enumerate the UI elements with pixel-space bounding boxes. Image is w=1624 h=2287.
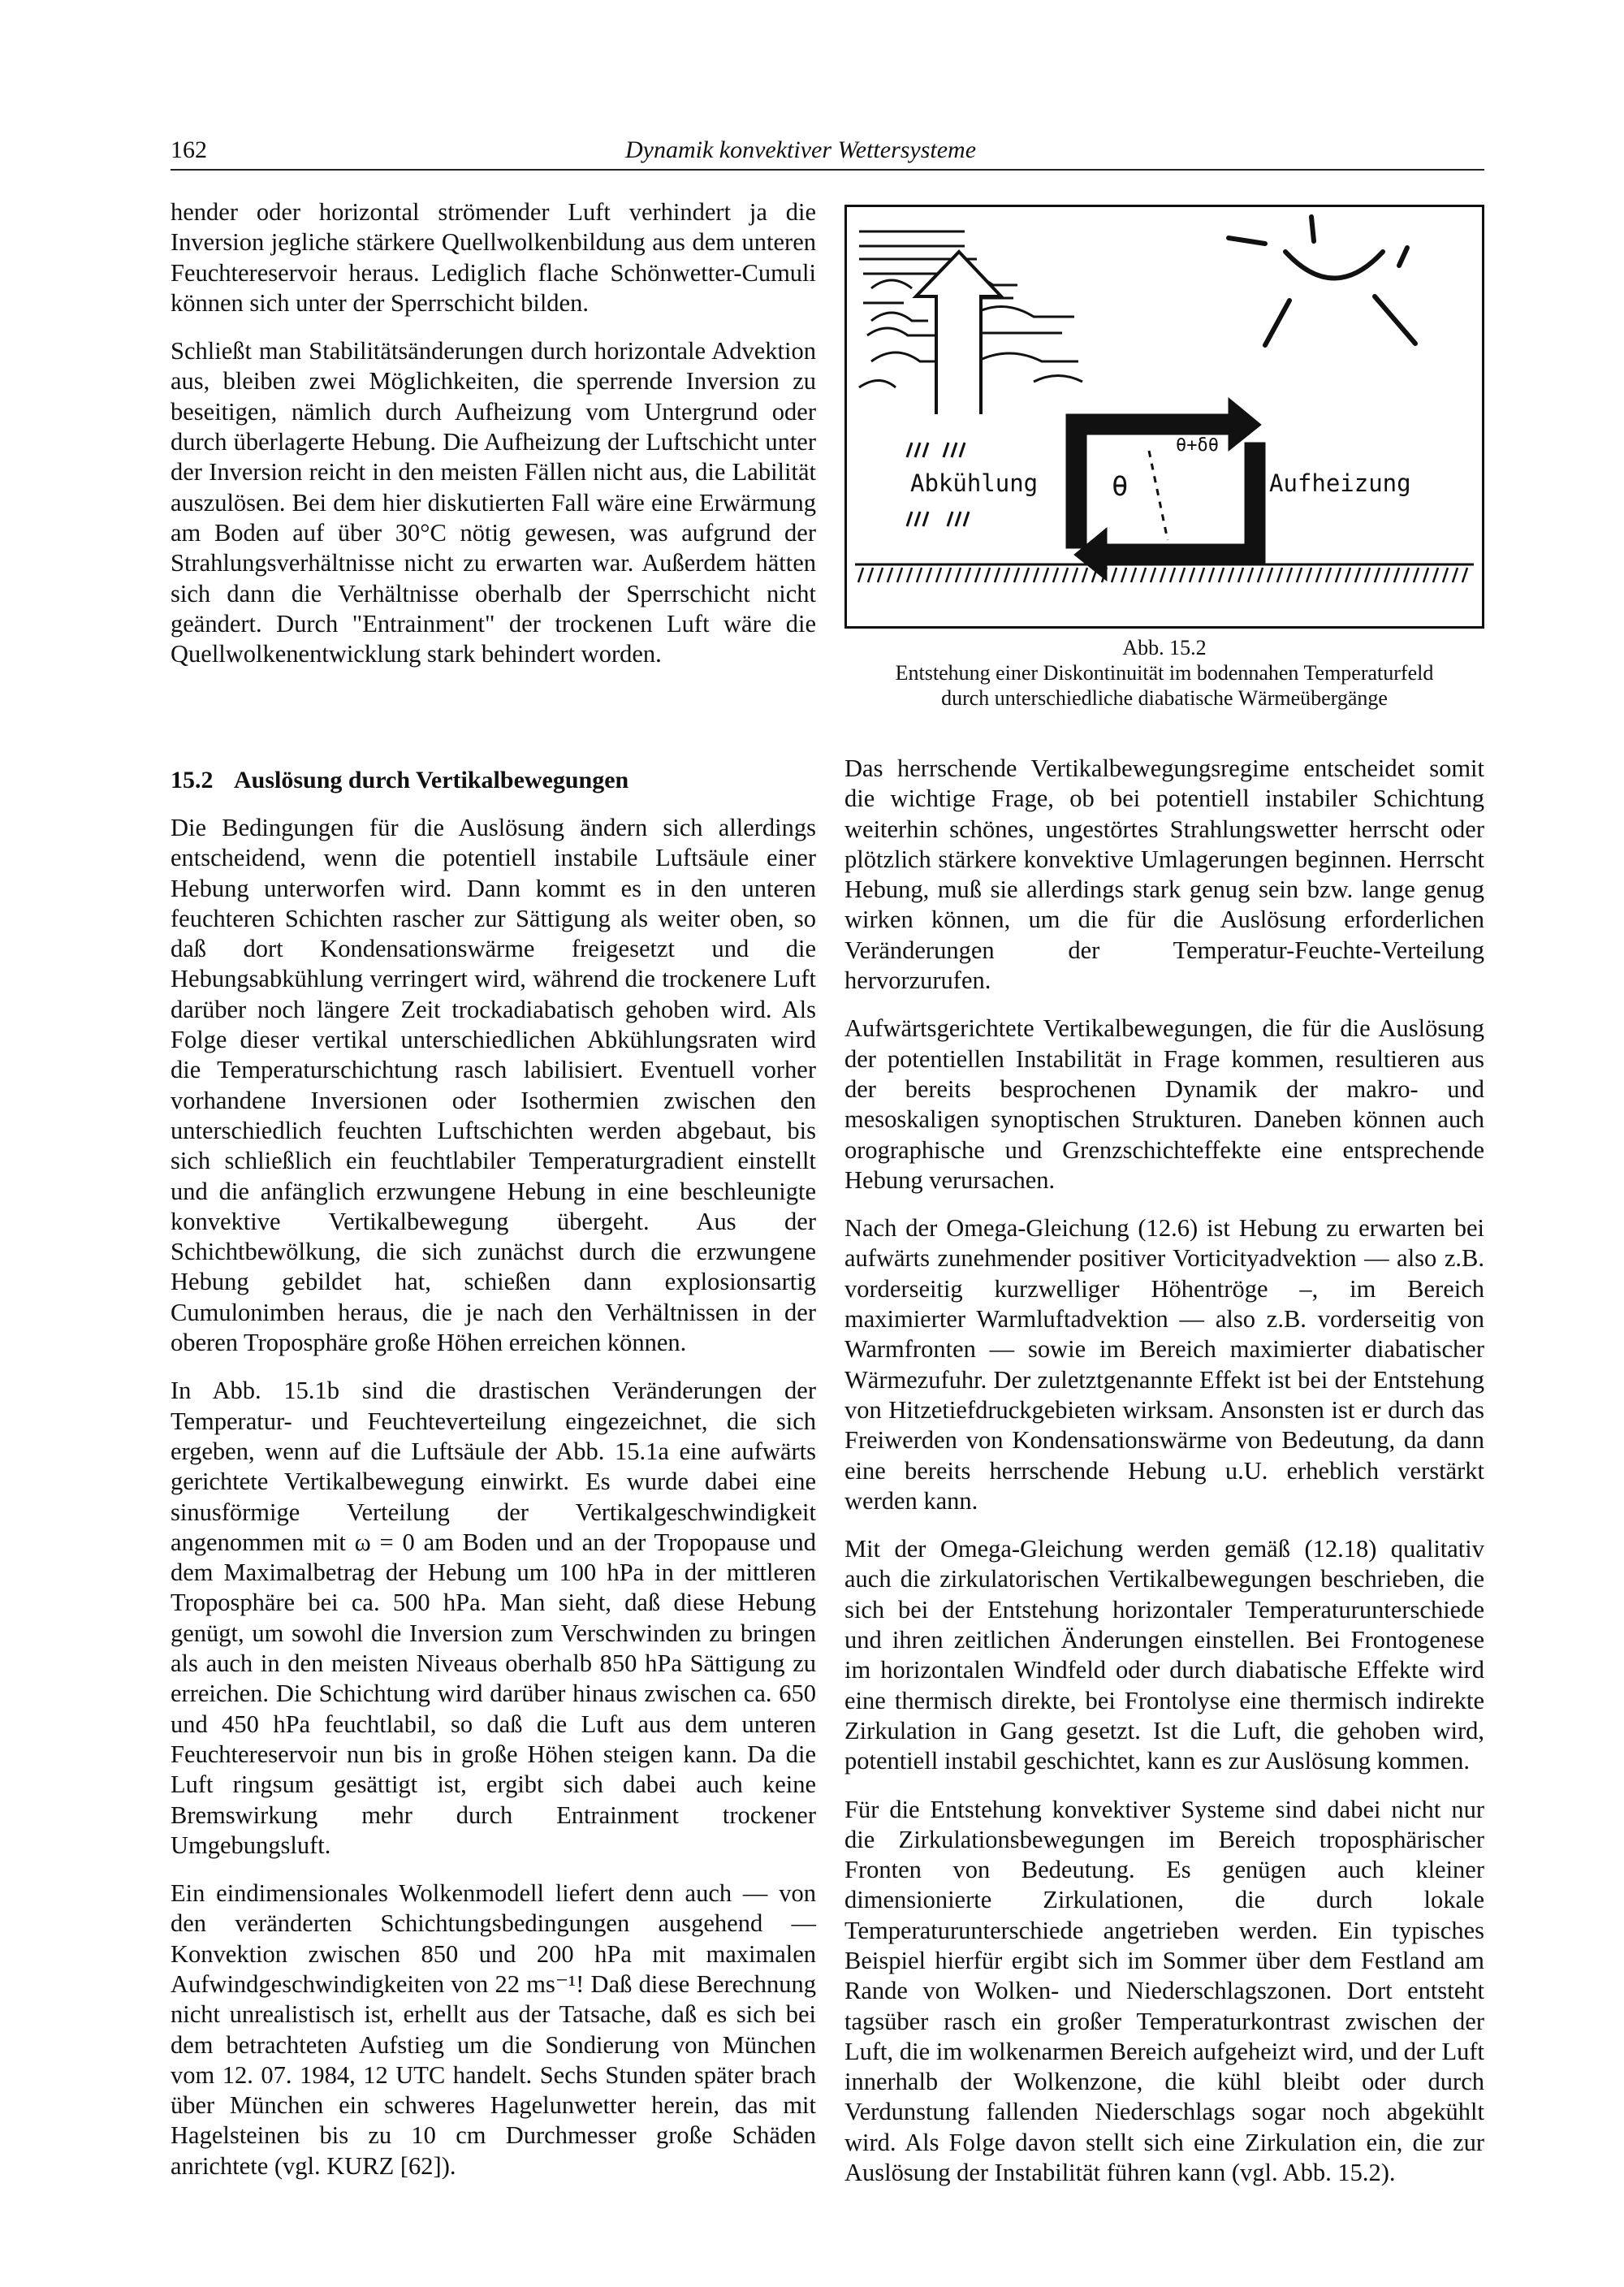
- hatch-mark: [956, 568, 961, 582]
- circulation-diagram: [847, 207, 1482, 626]
- hatch-mark: [1141, 568, 1146, 582]
- hatch-mark: [1199, 568, 1204, 582]
- hatch-mark: [1297, 568, 1302, 582]
- hatch-mark: [1258, 568, 1263, 582]
- hatch-mark: [1151, 568, 1155, 582]
- label-cooling: Abkühlung: [910, 469, 1039, 497]
- hatch-mark: [1404, 568, 1409, 582]
- hatch-mark: [1433, 568, 1438, 582]
- page-number: 162: [171, 136, 207, 163]
- hatch-mark: [1160, 568, 1165, 582]
- hatch-mark: [1287, 568, 1292, 582]
- hatch-mark: [1384, 568, 1389, 582]
- sun-icon: [1229, 217, 1415, 345]
- hatch-mark: [1053, 568, 1058, 582]
- hatch-mark: [897, 568, 902, 582]
- hatch-mark: [1063, 568, 1068, 582]
- hatch-mark: [1394, 568, 1399, 582]
- hatch-mark: [1229, 568, 1233, 582]
- hatch-mark: [965, 568, 970, 582]
- paragraph: Schließt man Stabilitätsänderungen durch horizontale Advektion aus, bleiben zwei Möglichkeiten, die sperrende Inversion zu beseitigen, nämlich durch Aufheizung vom Untergrund oder durch überlagerte Hebung. Die Aufheizung der Luftschicht unter der Inversion reicht in den meisten Fällen nicht aus, die Labilität auszulösen. Bei dem hier diskutierten Fall wäre eine Erwärmung am Boden auf über 30°C nötig gewesen, was aufgrund der Strahlungsverhältnisse nicht zu erwarten war. Außerdem hätten sich dann die Verhältnisse oberhalb der Sperrschicht nicht geändert. Durch "Entrainment" der trockenen Luft wäre die Quellwolkenentwicklung stark behindert worden.: [171, 337, 816, 668]
- hatch-mark: [858, 568, 863, 582]
- hatch-mark: [1345, 568, 1350, 582]
- hatch-mark: [1248, 568, 1253, 582]
- paragraph: Aufwärtsgerichtete Vertikalbewegungen, die für die Auslösung der potentiellen Instabilität in Frage kommen, resultieren aus der bereits besprochenen Dynamik der makro- und mesoskaligen synoptischen Strukturen. Daneben können auch orographische und Grenzschichteffekte eine entsprechende Hebung verursachen.: [844, 1014, 1484, 1194]
- section-heading: [171, 765, 816, 795]
- page-header: [171, 136, 1484, 171]
- hatch-mark: [1326, 568, 1331, 582]
- hatch-mark: [936, 568, 941, 582]
- hatch-mark: [1453, 568, 1458, 582]
- hatch-mark: [1316, 568, 1321, 582]
- paragraph: Das herrschende Vertikalbewegungsregime entscheidet somit die wichtige Frage, ob bei potentiell instabiler Schichtung weiterhin schönes, ungestörtes Strahlungswetter herrscht oder plötzlich stärkere konvektive Umlagerungen beginnen. Herrscht Hebung, muß sie allerdings stark genug sein bzw. lange genug wirken können, um die für die Auslösung erforderlichen Veränderungen der Temperatur-Feuchte-Verteilung hervorzurufen.: [844, 754, 1484, 995]
- caption-line: durch unterschiedliche diabatische Wärmeübergänge: [941, 686, 1388, 710]
- hatch-mark: [946, 568, 951, 582]
- hatch-mark: [1355, 568, 1360, 582]
- hatch-mark: [1209, 568, 1214, 582]
- hatch-mark: [1423, 568, 1428, 582]
- hatch-mark: [1014, 568, 1019, 582]
- hatch-mark: [1307, 568, 1311, 582]
- hatch-mark: [1414, 568, 1419, 582]
- hatch-mark: [1443, 568, 1448, 582]
- caption-number: Abb. 15.2: [1122, 636, 1207, 659]
- hatch-mark: [917, 568, 922, 582]
- left-column-top: [171, 197, 816, 669]
- hatch-mark: [1268, 568, 1272, 582]
- hatch-mark: [1180, 568, 1185, 582]
- theta-right: θ+δθ: [1176, 435, 1219, 456]
- paragraph: Ein eindimensionales Wolkenmodell liefert denn auch — von den veränderten Schichtungsbedingungen ausgehend — Konvektion zwischen 850 und 200 hPa mit maximalen Aufwindgeschwindigkeiten von 22 ms⁻¹! Daß diese Berechnung nicht unrealistisch ist, erhellt aus der Tatsache, daß es sich bei dem betrachteten Aufstieg um die Sondierung von München vom 12. 07. 1984, 12 UTC handelt. Sechs Stunden später brach über München ein schweres Hagelunwetter herein, das mit Hagelsteinen bis zu 10 cm Durchmesser große Schäden anrichtete (vgl. KURZ [62]).: [171, 1879, 816, 2180]
- ground-hatching: [858, 568, 1467, 582]
- theta-left: θ: [1112, 470, 1129, 503]
- hatch-mark: [1219, 568, 1224, 582]
- hatch-mark: [907, 568, 912, 582]
- figure-caption: [844, 635, 1484, 711]
- hatch-mark: [995, 568, 1000, 582]
- hatch-mark: [1131, 568, 1136, 582]
- hatch-mark: [1336, 568, 1341, 582]
- paragraph: Nach der Omega-Gleichung (12.6) ist Hebung zu erwarten bei aufwärts zunehmender positiver Vorticityadvektion — also z.B. vorderseitig kurzwelliger Höhentröge –, im Bereich maximierter Warmluftadvektion — also z.B. vorderseitig von Warmfronten — sowie im Bereich maximierter diabatischer Wärmezufuhr. Der zuletztgenannte Effekt ist bei der Entstehung von Hitzetiefdruckgebieten wirksam. Ansonsten ist er durch das Freiwerden von Kondensationswärme von Bedeutung, da dann eine bereits herrschende Hebung u.U. erheblich verstärkt werden kann.: [844, 1214, 1484, 1515]
- hatch-mark: [1462, 568, 1467, 582]
- section-title: Auslösung durch Vertikalbewegungen: [234, 767, 629, 793]
- hatch-mark: [1190, 568, 1194, 582]
- paragraph: hender oder horizontal strömender Luft verhindert ja die Inversion jegliche stärkere Quellwolkenbildung aus dem unteren Feuchtereservoir heraus. Lediglich flache Schönwetter-Cumuli können sich unter der Sperrschicht bilden.: [171, 198, 816, 317]
- hatch-mark: [1004, 568, 1009, 582]
- hatch-mark: [1073, 568, 1078, 582]
- paragraph: Für die Entstehung konvektiver Systeme sind dabei nicht nur die Zirkulationsbewegungen im Bereich troposphärischer Fronten von Bedeutung. Es genügen auch kleiner dimensionierte Zirkulationen, die durch lokale Temperaturunterschiede angetrieben werden. Ein typisches Beispiel hierfür ergibt sich im Sommer über dem Festland am Rande von Wolken- und Niederschlagszonen. Dort entsteht tagsüber rasch ein großer Temperaturkontrast zwischen der Luft, die im wolkenarmen Bereich aufgeheizt wird, und der Luft innerhalb der Wolkenzone, die kühl bleibt oder durch Verdunstung fallenden Niederschlags sogar noch abgekühlt wird. Als Folge davon stellt sich eine Zirkulation ein, die zur Auslösung der Instabilität führen kann (vgl. Abb. 15.2).: [844, 1795, 1484, 2187]
- paragraph: In Abb. 15.1b sind die drastischen Veränderungen der Temperatur- und Feuchteverteilung eingezeichnet, die sich ergeben, wenn auf die Luftsäule der Abb. 15.1a eine aufwärts gerichtete Vertikalbewegung einwirkt. Es wurde dabei eine sinusförmige Verteilung der Vertikalgeschwindigkeit angenommen mit ω = 0 am Boden und an der Tropopause und dem Maximalbetrag der Hebung um 100 hPa in der mittleren Troposphäre bei ca. 500 hPa. Man sieht, daß diese Hebung genügt, um sowohl die Inversion zum Verschwinden zu bringen als auch in den meisten Niveaus oberhalb 850 hPa Sättigung zu erreichen. Die Schichtung wird darüber hinaus zwischen ca. 650 und 450 hPa feuchtlabil, so daß die Luft aus dem unteren Feuchtereservoir nun bis in große Höhen steigen kann. Da die Luft ringsum gesättigt ist, ergibt sich dabei auch keine Bremswirkung mehr durch Entrainment trockener Umgebungsluft.: [171, 1377, 816, 1859]
- dashed-isotherm: [1149, 451, 1168, 540]
- hatch-mark: [888, 568, 892, 582]
- hatch-mark: [1112, 568, 1116, 582]
- circulation-loop: [1066, 398, 1265, 581]
- caption-line: Entstehung einer Diskontinuität im bodennahen Temperaturfeld: [895, 661, 1434, 685]
- hatch-mark: [1170, 568, 1175, 582]
- hatch-mark: [1043, 568, 1048, 582]
- hatch-mark: [1375, 568, 1380, 582]
- hatch-mark: [1082, 568, 1087, 582]
- figure-diagram: [844, 205, 1484, 629]
- hatch-mark: [926, 568, 931, 582]
- hatch-mark: [868, 568, 873, 582]
- hatch-mark: [1121, 568, 1126, 582]
- hatch-mark: [1034, 568, 1039, 582]
- right-column: [844, 754, 1484, 2188]
- hatch-mark: [985, 568, 990, 582]
- hatch-mark: [1365, 568, 1370, 582]
- hatch-mark: [1238, 568, 1243, 582]
- label-heating: Aufheizung: [1269, 469, 1411, 497]
- running-title: Dynamik konvektiver Wettersysteme: [625, 136, 977, 163]
- hatch-mark: [1024, 568, 1029, 582]
- paragraph: Die Bedingungen für die Auslösung ändern sich allerdings entscheidend, wenn die potentiell instabile Luftsäule einer Hebung unterworfen wird. Dann kommt es in den unteren feuchteren Schichten rascher zur Sättigung als weiter oben, so daß dort Kondensationswärme freigesetzt und die Hebungsabkühlung verringert wird, während die trockenere Luft darüber noch längere Zeit trockadiabatisch gehoben wird. Als Folge dieser vertikal unterschiedlichen Abkühlungsraten wird die Temperaturschichtung rasch labilisiert. Eventuell vorher vorhandene Inversionen oder Isothermien zwischen den unterschiedlich feuchten Luftschichten werden abgebaut, bis sich schließlich ein feuchtlabiler Temperaturgradient einstellt und die anfänglich erzwungene Hebung in eine beschleunigte konvektive Vertikalbewegung übergeht. Aus der Schichtbewölkung, die sich zunächst durch die erzwungene Hebung gebildet hat, schießen dann explosionsartig Cumulonimben heraus, die je nach den Verhältnissen in der oberen Troposphäre große Höhen erreichen können.: [171, 814, 816, 1357]
- hatch-mark: [878, 568, 883, 582]
- paragraph: Mit der Omega-Gleichung werden gemäß (12.18) qualitativ auch die zirkulatorischen Vertikalbewegungen beschrieben, die sich bei der Entstehung horizontaler Temperaturunterschiede und ihren zeitlichen Änderungen einstellen. Bei Frontogenese im horizontalen Windfeld oder durch diabatische Effekte wird eine thermisch direkte, bei Frontolyse eine thermisch indirekte Zirkulation in Gang gesetzt. Ist die Luft, die gehoben wird, potentiell instabil geschichtet, kann es zur Auslösung kommen.: [844, 1535, 1484, 1775]
- hatch-mark: [1277, 568, 1282, 582]
- hatch-mark: [975, 568, 980, 582]
- section-number: 15.2: [171, 767, 214, 793]
- left-column: [171, 765, 816, 2181]
